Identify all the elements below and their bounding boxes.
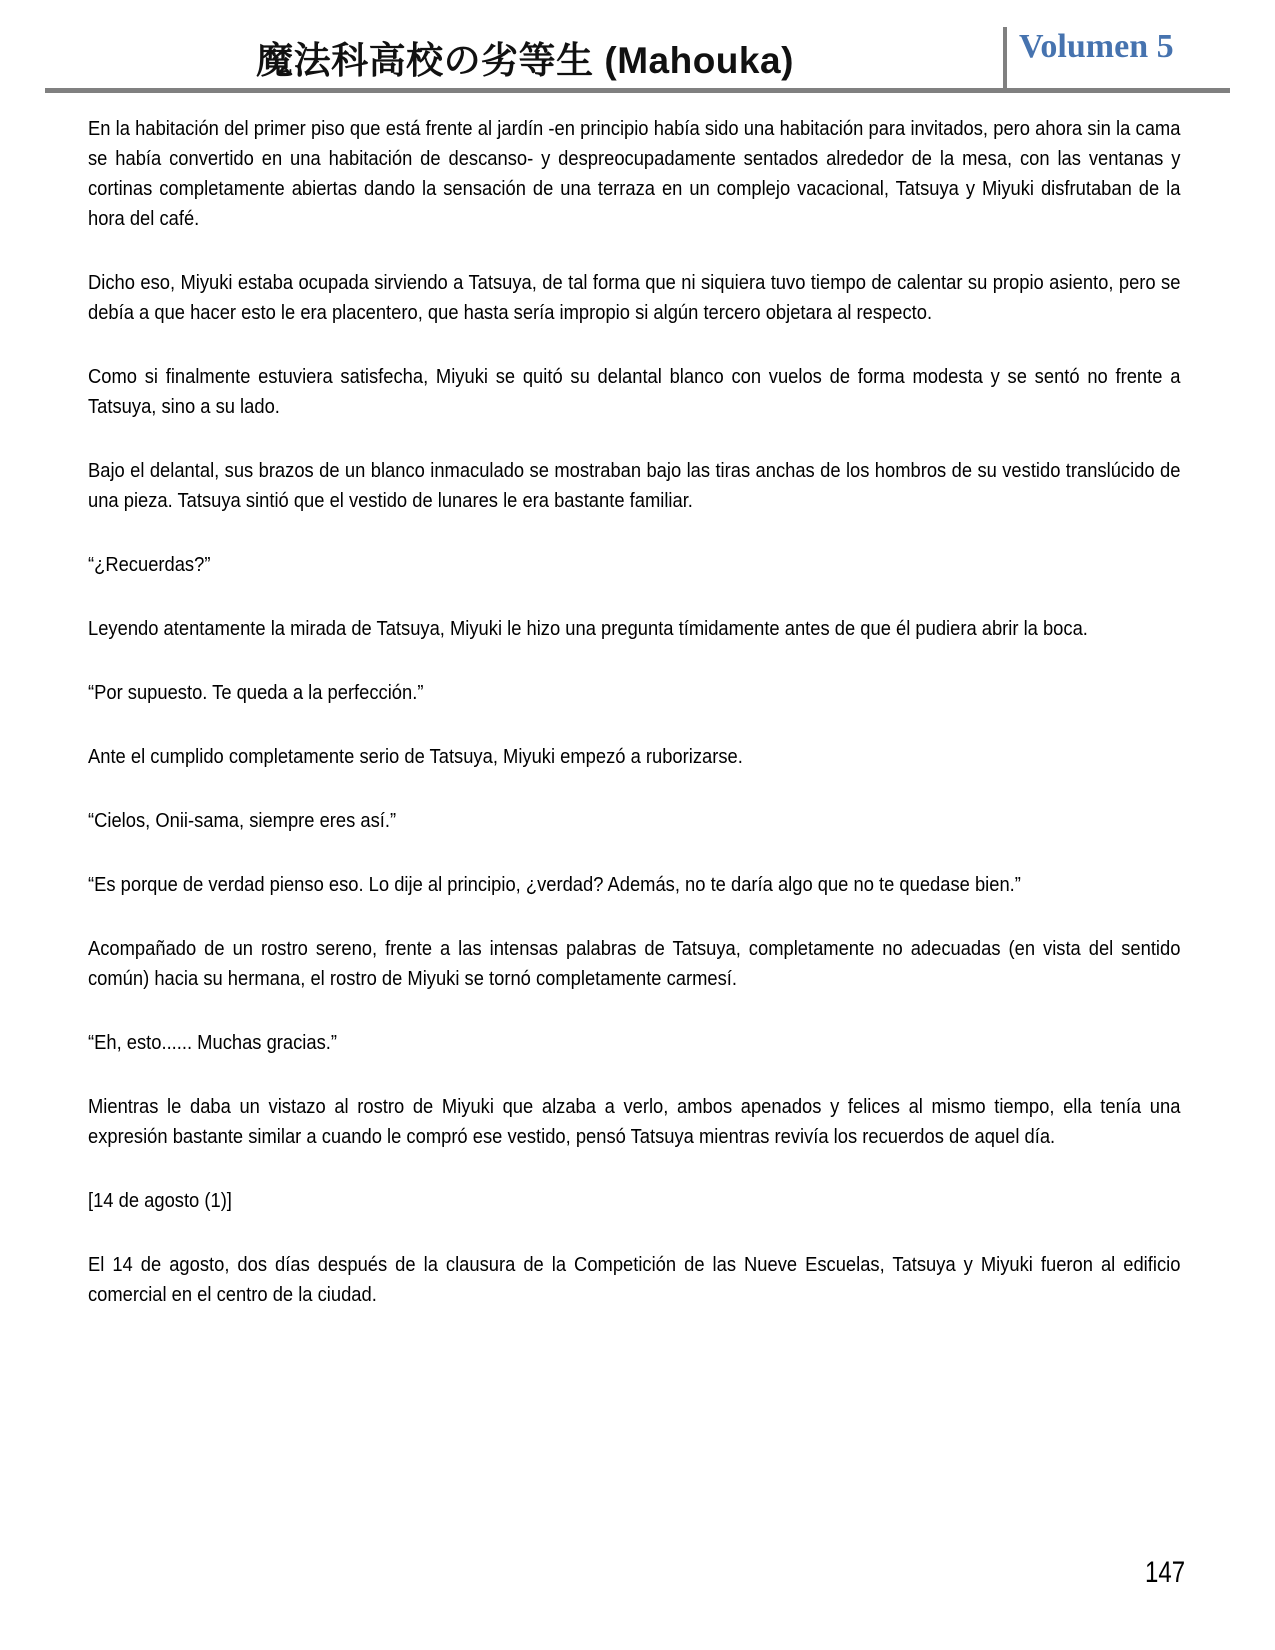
paragraph: El 14 de agosto, dos días después de la clausura de la Competición de las Nueve Escuelas, Tatsuya y Miyuki fueron al edificio comercial en el centro de la ciudad. — [88, 1254, 1181, 1306]
paragraph: Ante el cumplido completamente serio de Tatsuya, Miyuki empezó a ruborizarse. — [88, 746, 743, 768]
page-header — [45, 0, 1230, 93]
paragraph: Como si finalmente estuviera satisfecha, Miyuki se quitó su delantal blanco con vuelos de forma modesta y se sentó no frente a Tatsuya, sino a su lado. — [88, 366, 1181, 418]
page-body — [88, 114, 1180, 1344]
paragraph: Mientras le daba un vistazo al rostro de Miyuki que alzaba a verlo, ambos apenados y felices al mismo tiempo, ella tenía una expresión bastante similar a cuando le compró ese vestido, pensó Tatsuya mientras revivía los recuerdos de aquel día. — [88, 1096, 1181, 1148]
dialogue-line: “Es porque de verdad pienso eso. Lo dije al principio, ¿verdad? Además, no te daría algo que no te quedase bien.” — [88, 874, 1021, 896]
paragraph: Bajo el delantal, sus brazos de un blanco inmaculado se mostraban bajo las tiras anchas de los hombros de su vestido translúcido de una pieza. Tatsuya sintió que el vestido de lunares le era bastante familiar. — [88, 460, 1181, 512]
page-number: 147 — [1144, 1556, 1185, 1589]
paragraph: Leyendo atentamente la mirada de Tatsuya, Miyuki le hizo una pregunta tímidamente antes de que él pudiera abrir la boca. — [88, 618, 1088, 640]
dialogue-line: “Por supuesto. Te queda a la perfección.” — [88, 682, 424, 704]
dialogue-line: “¿Recuerdas?” — [88, 554, 211, 576]
dialogue-line: “Eh, esto...... Muchas gracias.” — [88, 1032, 337, 1054]
section-label: [14 de agosto (1)] — [88, 1190, 232, 1212]
document-title: 魔法科高校の劣等生 (Mahouka) — [256, 40, 794, 81]
volume-label: Volumen 5 — [1019, 28, 1174, 65]
paragraph: En la habitación del primer piso que está frente al jardín -en principio había sido una habitación para invitados, pero ahora sin la cama se había convertido en una habitación de descanso- y despreocupadamente sentados alrededor de la mesa, con las ventanas y cortinas completamente abiertas dando la sensación de una terraza en un complejo vacacional, Tatsuya y Miyuki disfrutaban de la hora del café. — [88, 118, 1181, 230]
header-divider-line — [1003, 27, 1007, 93]
paragraph: Dicho eso, Miyuki estaba ocupada sirviendo a Tatsuya, de tal forma que ni siquiera tuvo tiempo de calentar su propio asiento, pero se debía a que hacer esto le era placentero, que hasta sería impropio si algún tercero objetara al respecto. — [88, 272, 1181, 324]
header-title-area — [45, 30, 1005, 84]
paragraph: Acompañado de un rostro sereno, frente a las intensas palabras de Tatsuya, completamente no adecuadas (en vista del sentido común) hacia su hermana, el rostro de Miyuki se tornó completamente carmesí. — [88, 938, 1181, 990]
dialogue-line: “Cielos, Onii-sama, siempre eres así.” — [88, 810, 397, 832]
